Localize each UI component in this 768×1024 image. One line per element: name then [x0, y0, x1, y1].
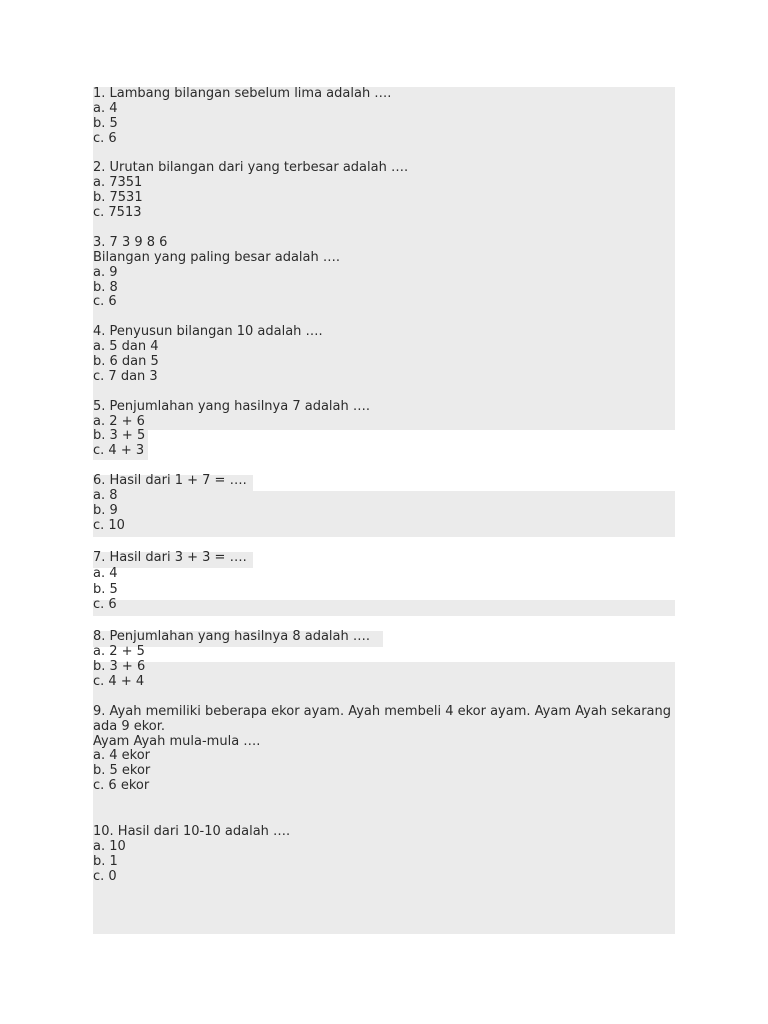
- question-stem: 6. Hasil dari 1 + 7 = ….: [93, 473, 247, 489]
- option-a: a. 4 ekor: [93, 748, 150, 764]
- option-a: a. 4: [93, 100, 118, 116]
- question-6: [93, 474, 675, 534]
- question-stem: 2. Urutan bilangan dari yang terbesar adalah ….: [93, 160, 409, 176]
- option-c: c. 7 dan 3: [93, 368, 158, 384]
- question-stem: 8. Penjumlahan yang hasilnya 8 adalah ….: [93, 629, 371, 645]
- option-b: b. 9: [93, 502, 118, 518]
- option-c: c. 6: [93, 130, 117, 146]
- option-b: b. 3 + 6: [93, 659, 146, 675]
- option-b: b. 8: [93, 279, 118, 295]
- question-stem: 4. Penyusun bilangan 10 adalah ….: [93, 324, 323, 340]
- option-a: a. 5 dan 4: [93, 339, 159, 355]
- option-c: c. 6 ekor: [93, 778, 150, 794]
- option-a: a. 7351: [93, 175, 143, 191]
- question-stem: 3. 7 3 9 8 6: [93, 234, 168, 250]
- question-10: [93, 825, 675, 885]
- option-b: b. 5: [93, 581, 118, 597]
- question-stem: 5. Penjumlahan yang hasilnya 7 adalah ….: [93, 398, 371, 414]
- option-b: b. 5 ekor: [93, 763, 151, 779]
- worksheet: [93, 87, 675, 885]
- question-prompt: Bilangan yang paling besar adalah ….: [93, 249, 341, 265]
- option-b: b. 5: [93, 115, 118, 131]
- option-c: c. 10: [93, 517, 125, 533]
- option-c: c. 4 + 3: [93, 443, 145, 459]
- option-b: b. 7531: [93, 190, 143, 206]
- option-a: a. 4: [93, 565, 118, 581]
- option-a: a. 8: [93, 488, 118, 504]
- option-c: c. 0: [93, 868, 117, 884]
- question-stem: 10. Hasil dari 10-10 adalah ….: [93, 824, 291, 840]
- question-1: [93, 87, 675, 147]
- question-3: [93, 236, 675, 310]
- option-b: b. 6 dan 5: [93, 354, 159, 370]
- question-7: [93, 551, 675, 614]
- option-a: a. 2 + 6: [93, 413, 145, 429]
- question-4: [93, 325, 675, 385]
- option-c: c. 4 + 4: [93, 673, 145, 689]
- question-stem: 7. Hasil dari 3 + 3 = ….: [93, 549, 247, 565]
- question-2: [93, 161, 675, 221]
- question-5: [93, 400, 675, 460]
- option-a: a. 10: [93, 839, 126, 854]
- question-8: [93, 630, 675, 690]
- option-c: c. 6: [93, 294, 117, 310]
- question-stem: 9. Ayah memiliki beberapa ekor ayam. Ayah membeli 4 ekor ayam. Ayam Ayah sekarang ada 9 ekor.: [93, 703, 671, 734]
- question-prompt: Ayam Ayah mula-mula ….: [93, 733, 261, 749]
- option-b: b. 1: [93, 853, 118, 869]
- option-c: c. 6: [93, 597, 117, 613]
- question-stem: 1. Lambang bilangan sebelum lima adalah ….: [93, 86, 392, 101]
- question-9: [93, 705, 675, 794]
- option-b: b. 3 + 5: [93, 428, 146, 444]
- option-a: a. 9: [93, 264, 118, 280]
- option-c: c. 7513: [93, 205, 142, 221]
- option-a: a. 2 + 5: [93, 644, 145, 660]
